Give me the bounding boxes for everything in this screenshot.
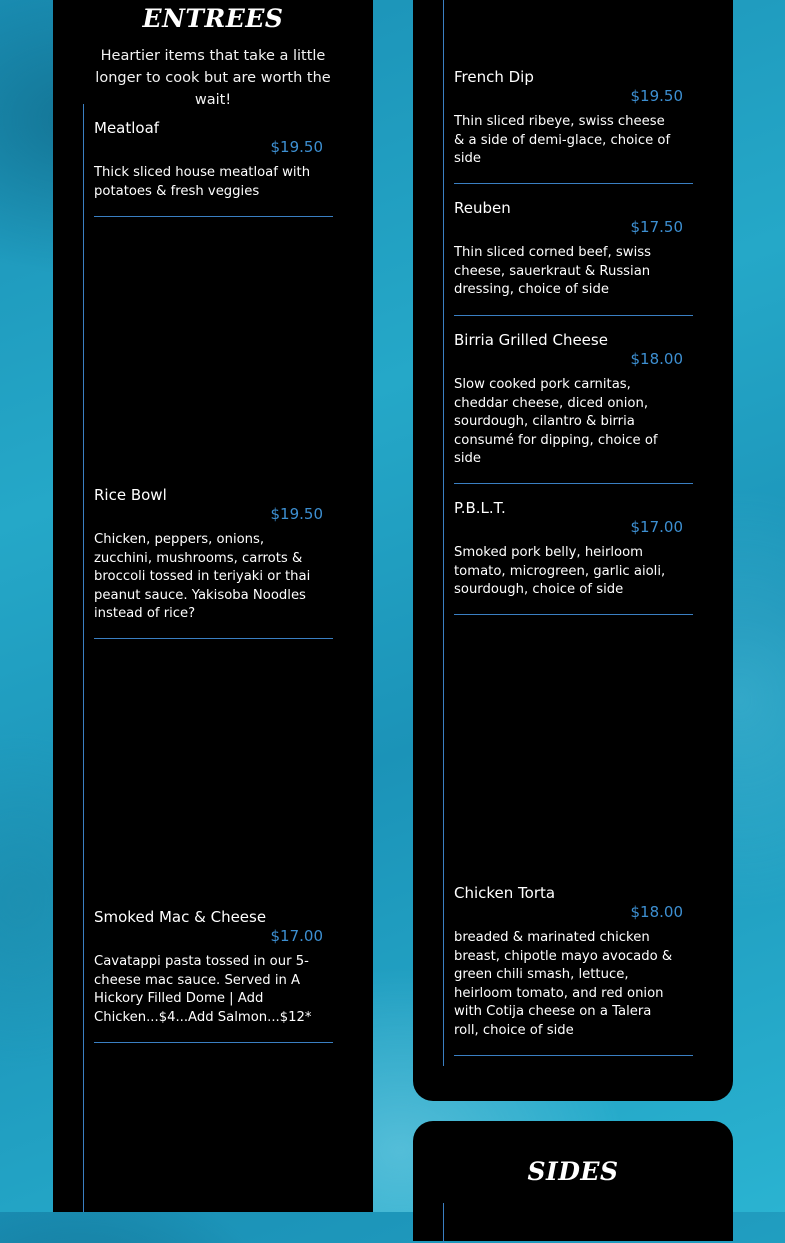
item-separator — [94, 216, 333, 217]
item-price: $19.50 — [630, 87, 683, 105]
sides-divider-line — [443, 1203, 444, 1243]
item-separator — [454, 614, 693, 615]
item-separator — [454, 483, 693, 484]
sandwiches-card — [413, 0, 733, 1101]
item-separator — [454, 315, 693, 316]
item-price: $18.00 — [630, 350, 683, 368]
item-description: Chicken, peppers, onions, zucchini, mushrooms, carrots & broccoli tossed in teriyaki or thai peanut sauce. Yakisoba Noodles instead of rice? — [94, 532, 311, 622]
item-separator — [454, 1055, 693, 1056]
item-price: $17.00 — [630, 518, 683, 536]
item-name: Chicken Torta — [454, 884, 556, 902]
menu-item-reuben[interactable] — [454, 199, 693, 300]
item-name: P.B.L.T. — [454, 499, 506, 517]
item-description: Slow cooked pork carnitas, cheddar cheese, diced onion, sourdough, cilantro & birria consumé for dipping, choice of side — [454, 377, 658, 467]
menu-item-smoked-mac-cheese[interactable] — [94, 908, 333, 1027]
item-name: Meatloaf — [94, 119, 160, 137]
item-price: $17.00 — [270, 927, 323, 945]
item-description: Thin sliced corned beef, swiss cheese, sauerkraut & Russian dressing, choice of side — [454, 245, 651, 298]
item-name: Birria Grilled Cheese — [454, 331, 608, 349]
menu-item-meatloaf[interactable] — [94, 119, 333, 201]
sides-title: SIDES — [527, 1157, 619, 1186]
sandwiches-divider-line — [443, 0, 444, 1066]
item-price: $17.50 — [630, 218, 683, 236]
menu-item-pblt[interactable] — [454, 499, 693, 600]
item-price: $19.50 — [270, 138, 323, 156]
entrees-divider-line — [83, 104, 84, 1212]
item-description: breaded & marinated chicken breast, chipotle mayo avocado & green chili smash, lettuce, heirloom tomato, and red onion with Cotija cheese on a Talera roll, choice of side — [454, 930, 673, 1038]
menu-item-chicken-torta[interactable] — [454, 884, 693, 1041]
item-name: French Dip — [454, 68, 534, 86]
item-name: Smoked Mac & Cheese — [94, 908, 267, 926]
item-description: Thin sliced ribeye, swiss cheese & a side of demi-glace, choice of side — [454, 114, 671, 167]
item-separator — [454, 183, 693, 184]
menu-item-french-dip[interactable] — [454, 68, 693, 169]
item-price: $19.50 — [270, 505, 323, 523]
sides-card — [413, 1121, 733, 1241]
entrees-description: Heartier items that take a little longer to cook but are worth the wait! — [95, 48, 331, 108]
entrees-title: ENTREES — [142, 4, 284, 33]
item-name: Reuben — [454, 199, 511, 217]
item-separator — [94, 638, 333, 639]
menu-item-rice-bowl[interactable] — [94, 486, 333, 624]
item-description: Smoked pork belly, heirloom tomato, microgreen, garlic aioli, sourdough, choice of side — [454, 545, 666, 598]
item-separator — [94, 1042, 333, 1043]
item-description: Thick sliced house meatloaf with potatoes & fresh veggies — [94, 165, 311, 199]
item-description: Cavatappi pasta tossed in our 5-cheese mac sauce. Served in A Hickory Filled Dome | Add Chicken...$4...Add Salmon...$12* — [94, 954, 312, 1025]
menu-item-birria-grilled-cheese[interactable] — [454, 331, 693, 469]
entrees-card — [53, 0, 373, 1212]
item-name: Rice Bowl — [94, 486, 167, 504]
item-price: $18.00 — [630, 903, 683, 921]
